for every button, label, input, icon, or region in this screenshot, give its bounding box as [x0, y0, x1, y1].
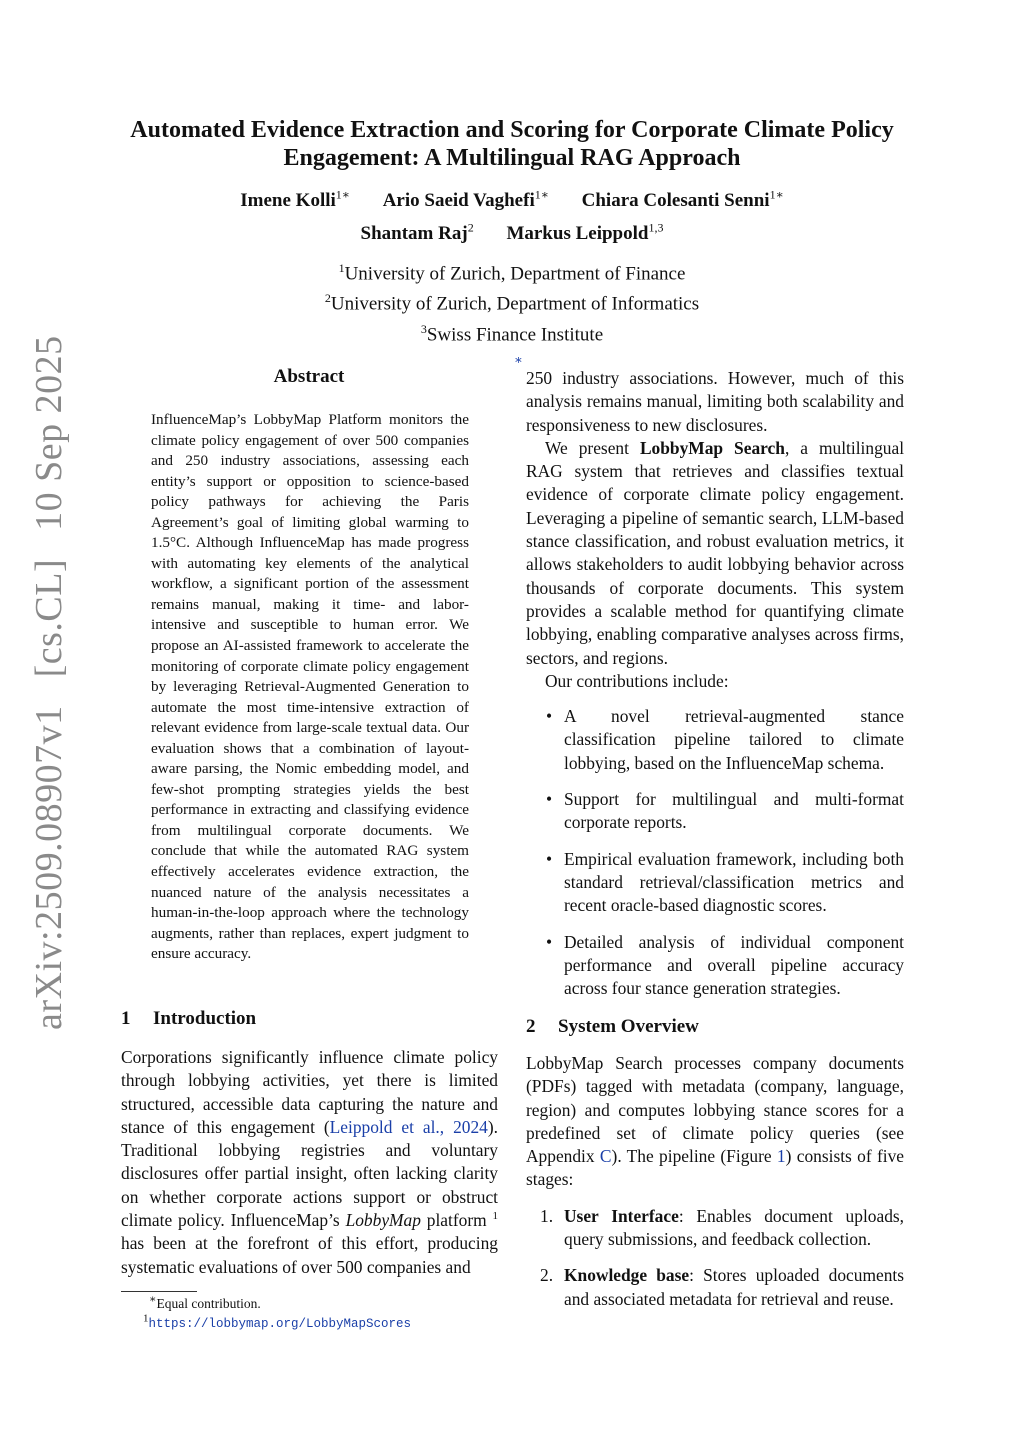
author-line-1	[100, 182, 924, 214]
footnotes	[121, 1294, 498, 1334]
affiliation-list	[100, 256, 924, 347]
arxiv-date: 10 Sep 2025	[28, 335, 70, 531]
author: Imene Kolli$^{1∗}$	[240, 188, 350, 212]
abstract-text: InfluenceMap’s LobbyMap Platform monitors the climate policy engagement of over 500 companies and 250 industry associations, assessing each entity’s support or opposition to science-based policy pathways for achieving the Paris Agreement’s goal of limiting global warming to 1.5°C. Although InfluenceMap has made progress with automating key elements of the analytical workflow, a significant portion of the assessment remains manual, making it time- and labor-intensive and susceptible to human error. We propose an AI-assisted framework to accelerate the monitoring of corporate climate policy engagement by leveraging Retrieval-Augmented Generation to automate the most time-intensive extraction of relevant evidence from large-scale textual data. Our evaluation shows that a combination of layout-aware parsing, the Nomic embedding model, and few-shot prompting strategies yields the best performance in extracting and classifying evidence from multilingual corporate documents. We conclude that while the automated RAG system effectively accelerates evidence extraction, the nuanced nature of the analysis necessitates a human-in-the-loop approach where the technology augments, rather than replaces, expert judgment to ensure accuracy.	[151, 411, 469, 963]
citation-link[interactable]: Leippold et al., 2024	[329, 1116, 488, 1137]
affiliation: $^2$University of Zurich, Department of Informatics	[324, 291, 700, 315]
arxiv-category: [cs.CL]	[28, 558, 70, 678]
system-overview-heading: 2 System Overview	[526, 1016, 699, 1037]
paper-title	[100, 116, 924, 172]
author-line-2	[100, 214, 924, 246]
present-paragraph: We present LobbyMap Search, a multilingual RAG system that retrieves and classifies textual evidence of corporate climate policy engagement. Leveraging a pipeline of semantic search, LLM-based stance classification, and robust evaluation metrics, it allows stakeholders to audit lobbying behavior across thousands of corporate documents. This system provides a scalable method for quantifying climate lobbying, enabling comparative analyses across firms, sectors, and regions.	[526, 437, 905, 668]
footnote-url-link[interactable]: https://lobbymap.org/LobbyMapScores	[148, 1317, 412, 1331]
contributions-list	[526, 705, 904, 1000]
author: Shantam Raj$^2$	[360, 220, 474, 244]
paper-title-line-2: Engagement: A Multilingual RAG Approach	[283, 145, 741, 171]
figure-link[interactable]: 1	[776, 1146, 786, 1167]
arxiv-sidebar-stamp	[27, 335, 71, 1030]
contributions-intro: Our contributions include:	[545, 670, 729, 691]
arxiv-id: arXiv:2509.08907v1	[28, 705, 70, 1030]
footnote-rule	[121, 1291, 197, 1292]
author: Chiara Colesanti Senni$^{1∗}$	[581, 188, 784, 212]
list-item: 2. Knowledge base: Stores uploaded documents and associated metadata for retrieval and reuse.	[540, 1265, 904, 1309]
paper-title-line-1: Automated Evidence Extraction and Scoring for Corporate Climate Policy	[130, 117, 894, 143]
footnote-url: $^1$https://lobbymap.org/LobbyMapScores	[143, 1312, 412, 1331]
author: Ario Saeid Vaghefi$^{1∗}$	[382, 188, 549, 212]
continuation-paragraph: 250 industry associations. However, much of this analysis remains manual, limiting both scalability and responsiveness to new disclosures.	[526, 368, 904, 435]
appendix-link[interactable]: C	[599, 1146, 612, 1167]
footnote-equal: ∗Equal contribution.	[149, 1293, 261, 1311]
list-item: • Detailed analysis of individual component performance and overall pipeline accuracy across four stance generation strategies.	[546, 931, 904, 999]
pipeline-stages-list	[526, 1205, 904, 1311]
abstract-heading: Abstract	[273, 366, 345, 387]
author-list	[100, 182, 924, 247]
footnote-ref[interactable]: 1	[492, 1210, 499, 1223]
list-item: • A novel retrieval-augmented stance classification pipeline tailored to climate lobbying, based on the InfluenceMap schema.	[546, 706, 904, 773]
intro-continuation	[526, 367, 904, 1013]
list-item: 1. User Interface: Enables document uploads, query submissions, and feedback collection.	[540, 1205, 905, 1250]
intro-heading: 1 Introduction	[121, 1008, 257, 1029]
list-item: • Empirical evaluation framework, including both standard retrieval/classification metrics and recent oracle-based diagnostic scores.	[546, 848, 904, 916]
affiliation: $^1$University of Zurich, Department of Finance	[338, 261, 686, 285]
intro-paragraph: Corporations significantly influence climate policy through lobbying activities, yet there is limited structured, accessible data capturing the nature and stance of this engagement (Leippold et al., 2024). Traditional lobbying registries and voluntary disclosures offer partial insight, often lacking clarity on whether corporate actions support or obstruct climate policy. InfluenceMap’s LobbyMap platform $^1$ has been at the forefront of this effort, producing systematic evaluations of over 500 companies and	[121, 1047, 499, 1277]
list-item: • Support for multilingual and multi-format corporate reports.	[546, 789, 904, 833]
system-overview-body	[526, 1052, 904, 1324]
author: Markus Leippold$^{1,3}$	[506, 220, 664, 244]
system-overview-paragraph: LobbyMap Search processes company documents (PDFs) tagged with metadata (company, language, region) and computes lobbying stance scores for a predefined set of climate policy queries (see Appendix C). The pipeline (Figure 1) consists of five stages:	[526, 1053, 905, 1190]
stray-footnote-mark: ∗	[514, 352, 523, 367]
affiliation: $^3$Swiss Finance Institute	[420, 321, 604, 345]
